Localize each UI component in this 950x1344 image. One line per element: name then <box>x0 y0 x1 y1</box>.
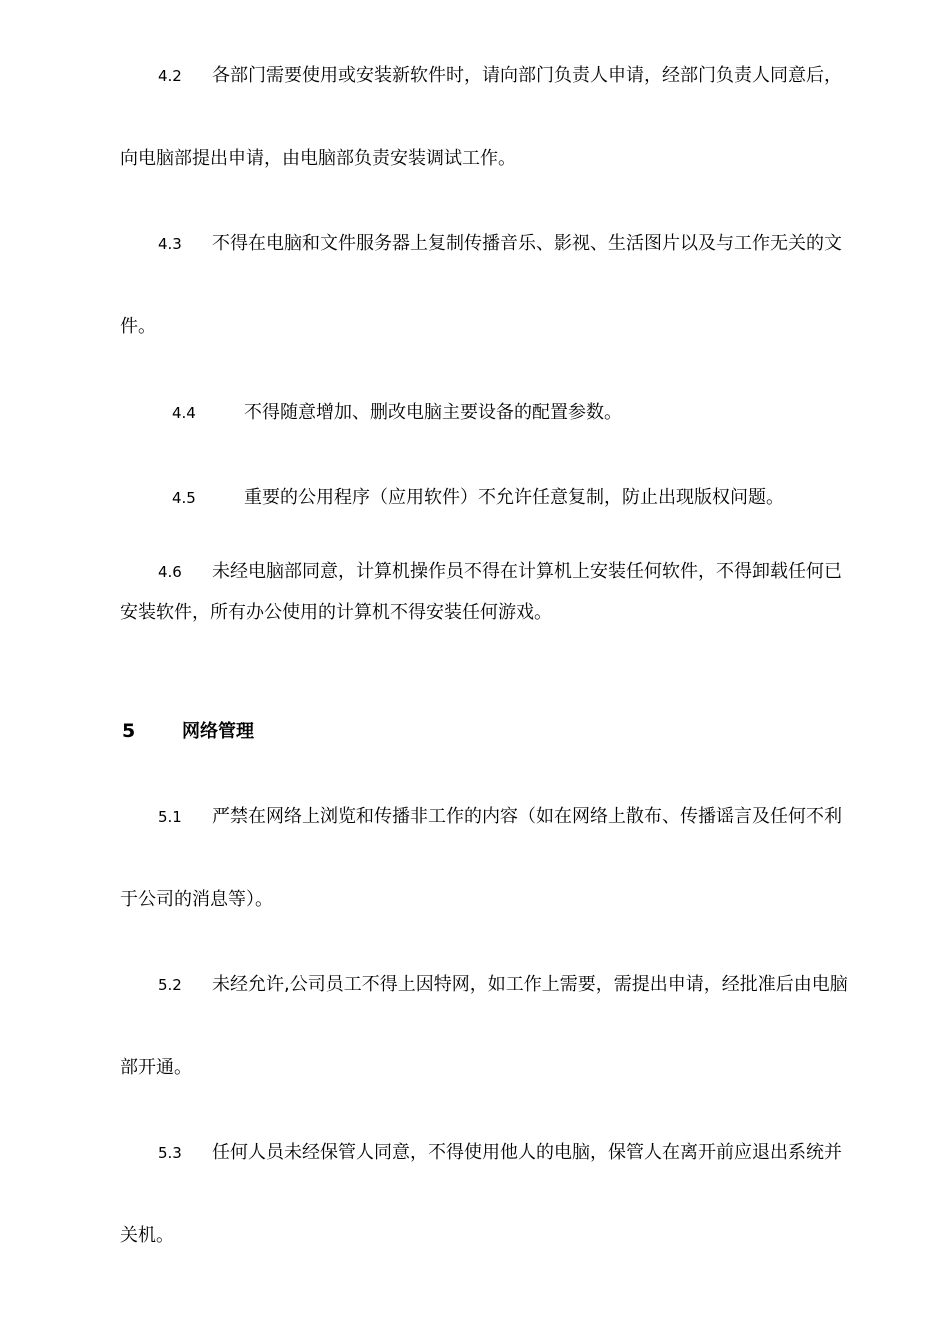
clause-number: 4.2 <box>158 67 182 85</box>
clause-text: 未经允许,公司员工不得上因特网，如工作上需要，需提出申请，经批准后由电脑 <box>212 974 848 995</box>
clause-number: 5.2 <box>158 976 182 994</box>
clause-number: 5.1 <box>158 808 182 826</box>
clause-number: 4.3 <box>158 235 182 253</box>
clause-5-3-line-2: 关机。 <box>120 1225 174 1246</box>
section-title: 网络管理 <box>182 721 254 742</box>
clause-text: 任何人员未经保管人同意，不得使用他人的电脑，保管人在离开前应退出系统并 <box>212 1142 842 1163</box>
clause-4-5-line-1 <box>172 486 784 510</box>
clause-4-2-line-1 <box>158 64 842 88</box>
clause-4-3-line-1 <box>158 232 842 256</box>
clause-4-6-line-1 <box>158 560 842 584</box>
clause-4-3-line-2: 件。 <box>120 316 156 337</box>
clause-5-1-line-1 <box>158 805 842 829</box>
clause-number: 4.6 <box>158 563 182 581</box>
clause-4-6-line-2: 安装软件，所有办公使用的计算机不得安装任何游戏。 <box>120 602 552 623</box>
clause-text: 严禁在网络上浏览和传播非工作的内容（如在网络上散布、传播谣言及任何不利 <box>212 806 842 827</box>
section-number: 5 <box>122 720 136 742</box>
clause-5-3-line-1 <box>158 1141 842 1165</box>
clause-4-2-line-2: 向电脑部提出申请，由电脑部负责安装调试工作。 <box>120 148 516 169</box>
clause-number: 4.4 <box>172 404 196 422</box>
clause-number: 5.3 <box>158 1144 182 1162</box>
clause-number: 4.5 <box>172 489 196 507</box>
clause-5-1-line-2: 于公司的消息等）。 <box>120 889 273 910</box>
clause-text: 重要的公用程序（应用软件）不允许任意复制，防止出现版权问题。 <box>244 487 784 508</box>
clause-4-4-line-1 <box>172 401 622 425</box>
clause-text: 不得在电脑和文件服务器上复制传播音乐、影视、生活图片以及与工作无关的文 <box>212 233 842 254</box>
section-heading <box>122 719 254 744</box>
clause-5-2-line-1 <box>158 973 848 997</box>
clause-5-2-line-2: 部开通。 <box>120 1057 192 1078</box>
clause-text: 各部门需要使用或安装新软件时，请向部门负责人申请，经部门负责人同意后， <box>212 65 842 86</box>
clause-text: 未经电脑部同意，计算机操作员不得在计算机上安装任何软件，不得卸载任何已 <box>212 561 842 582</box>
clause-text: 不得随意增加、删改电脑主要设备的配置参数。 <box>244 402 622 423</box>
